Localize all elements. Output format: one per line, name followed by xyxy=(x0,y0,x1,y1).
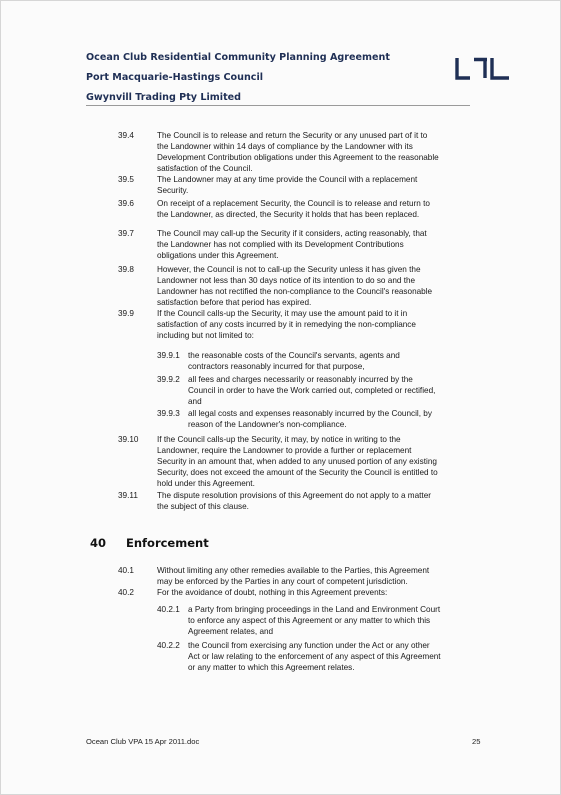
clause-text xyxy=(157,434,477,489)
clause-text xyxy=(188,604,478,637)
clause-number: 39.9.3 xyxy=(157,409,180,418)
clause-line: The Landowner may at any time provide the Council with a replacement xyxy=(157,175,418,184)
clause-line: and xyxy=(188,397,202,406)
clause-line: including but not limited to: xyxy=(157,331,254,340)
clause-line: satisfaction before that period has expired. xyxy=(157,298,312,307)
clause-39-4 xyxy=(0,130,561,174)
clause-text xyxy=(157,174,477,196)
clause-number: 40.1 xyxy=(118,566,134,575)
clause-40-1 xyxy=(0,565,561,587)
clause-line: Act or law relating to the enforcement of any aspect of this Agreement xyxy=(188,652,441,661)
clause-line: Development Contribution obligations under this Agreement to the reasonable xyxy=(157,153,439,162)
clause-line: Landowner, require the Landowner to provide a further or replacement xyxy=(157,446,412,455)
clause-text xyxy=(157,228,477,261)
section-title: Enforcement xyxy=(126,536,209,550)
clause-40-2 xyxy=(0,587,561,598)
section-heading xyxy=(90,536,209,550)
clause-40-2-2 xyxy=(0,640,561,673)
clause-text xyxy=(157,264,477,308)
clause-number: 40.2.1 xyxy=(157,605,180,614)
clause-line: obligations under this Agreement. xyxy=(157,251,279,260)
clause-line: Landowner has not rectified the non-compliance to the Council's reasonable xyxy=(157,287,433,296)
clause-text xyxy=(188,408,478,430)
clause-text xyxy=(157,198,477,220)
clause-number: 39.4 xyxy=(118,131,134,140)
clause-line: Security. xyxy=(157,186,189,195)
clause-text xyxy=(188,374,478,407)
clause-line: However, the Council is not to call-up the Security unless it has given the xyxy=(157,265,421,274)
clause-line: hold under this Agreement. xyxy=(157,479,255,488)
clause-line: Without limiting any other remedies available to the Parties, this Agreement xyxy=(157,566,430,575)
header-title: Ocean Club Residential Community Planning Agreement xyxy=(86,52,390,63)
page-number: 25 xyxy=(472,737,481,746)
logo-letter-t xyxy=(474,60,487,79)
clause-line: a Party from bringing proceedings in the Land and Environment Court xyxy=(188,605,441,614)
clause-39-9 xyxy=(0,308,561,341)
logo-letter-l2 xyxy=(492,58,509,78)
clause-39-9-2 xyxy=(0,374,561,407)
clause-text xyxy=(157,308,477,341)
clause-39-6 xyxy=(0,198,561,220)
clause-39-8 xyxy=(0,264,561,308)
clause-line: the Council from exercising any function under the Act or any other xyxy=(188,641,430,650)
clause-39-11 xyxy=(0,490,561,512)
clause-39-9-1 xyxy=(0,350,561,372)
page-header xyxy=(86,48,390,108)
footer-doc-name: Ocean Club VPA 15 Apr 2011.doc xyxy=(86,737,200,746)
clause-line: may be enforced by the Parties in any court of competent jurisdiction. xyxy=(157,577,408,586)
clause-text xyxy=(188,350,478,372)
header-divider xyxy=(86,105,470,106)
clause-line: all legal costs and expenses reasonably incurred by the Council, by xyxy=(188,409,432,418)
clause-line: The dispute resolution provisions of this Agreement do not apply to a matter xyxy=(157,491,431,500)
clause-line: The Council may call-up the Security if it considers, acting reasonably, that xyxy=(157,229,427,238)
clause-line: Security in an amount that, when added to any unused portion of any existing xyxy=(157,457,437,466)
section-number: 40 xyxy=(90,536,107,550)
clause-line: If the Council calls-up the Security, it may use the amount paid to it in xyxy=(157,309,408,318)
clause-line: reason of the Landowner's non-compliance. xyxy=(188,420,347,429)
clause-line: the subject of this clause. xyxy=(157,502,249,511)
clause-line: to enforce any aspect of this Agreement or any matter to which this xyxy=(188,616,431,625)
clause-number: 39.11 xyxy=(118,491,138,500)
clause-line: the Landowner within 14 days of compliance by the Landowner with its xyxy=(157,142,413,151)
clause-line: the reasonable costs of the Council's servants, agents and xyxy=(188,351,400,360)
clause-line: Council in order to have the Work carried out, completed or rectified, xyxy=(188,386,436,395)
clause-line: Agreement relates, and xyxy=(188,627,274,636)
clause-40-2-1 xyxy=(0,604,561,637)
clause-line: For the avoidance of doubt, nothing in this Agreement prevents: xyxy=(157,588,388,597)
clause-39-9-3 xyxy=(0,408,561,430)
clause-text xyxy=(157,587,477,598)
clause-number: 40.2 xyxy=(118,588,134,597)
clause-line: the Landowner, as directed, the Security it holds that has been replaced. xyxy=(157,210,420,219)
clause-text xyxy=(157,490,477,512)
clause-text xyxy=(188,640,478,673)
clause-number: 39.9 xyxy=(118,309,134,318)
clause-number: 39.10 xyxy=(118,435,139,444)
clause-line: Security, does not exceed the amount of the Security the Council is entitled to xyxy=(157,468,438,477)
header-council: Port Macquarie-Hastings Council xyxy=(86,72,264,83)
clause-line: The Council is to release and return the Security or any unused part of it to xyxy=(157,131,428,140)
clause-line: all fees and charges necessarily or reasonably incurred by the xyxy=(188,375,413,384)
clause-text xyxy=(157,565,477,587)
clause-number: 39.7 xyxy=(118,229,134,238)
clause-line: On receipt of a replacement Security, the Council is to release and return to xyxy=(157,199,430,208)
clause-39-7 xyxy=(0,228,561,261)
clause-number: 40.2.2 xyxy=(157,641,180,650)
clause-line: Landowner not less than 30 days notice of its intention to do so and the xyxy=(157,276,416,285)
clause-line: satisfaction of any costs incurred by it in remedying the non-compliance xyxy=(157,320,416,329)
ltl-logo xyxy=(455,56,511,80)
clause-39-5 xyxy=(0,174,561,196)
clause-number: 39.9.2 xyxy=(157,375,180,384)
clause-39-10 xyxy=(0,434,561,489)
clause-line: contractors reasonably incurred for that purpose, xyxy=(188,362,365,371)
clause-text xyxy=(157,130,477,174)
clause-line: or any matter to which this Agreement relates. xyxy=(188,663,355,672)
logo-letter-l1 xyxy=(457,58,470,78)
header-party: Gwynvill Trading Pty Limited xyxy=(86,92,242,103)
clause-number: 39.8 xyxy=(118,265,134,274)
clause-line: If the Council calls-up the Security, it may, by notice in writing to the xyxy=(157,435,401,444)
clause-number: 39.9.1 xyxy=(157,351,180,360)
clause-number: 39.6 xyxy=(118,199,134,208)
clause-line: the Landowner has not complied with its Development Contributions xyxy=(157,240,404,249)
clause-line: satisfaction of the Council. xyxy=(157,164,253,173)
clause-number: 39.5 xyxy=(118,175,134,184)
